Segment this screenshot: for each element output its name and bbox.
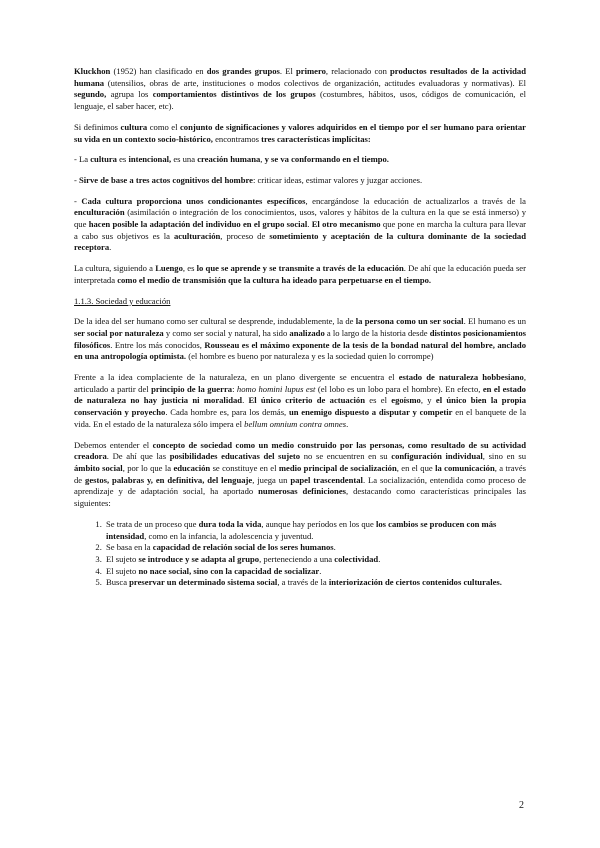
characteristics-list (74, 519, 526, 589)
paragraph-luengo: La cultura, siguiendo a Luengo, es lo que se aprende y se transmite a través de la educación. De ahí que la educación pueda ser interpretada como el medio de transmisión que la cultura ha ideado para perpetuarse en el tiempo. (74, 263, 526, 285)
paragraph-definicion-cultura: Si definimos cultura como el conjunto de significaciones y valores adquiridos en el tiempo por el ser humano para orientar su vida en un contexto socio-histórico, encontramos tres características implícitas: (74, 121, 526, 144)
paragraph-hobbes: Frente a la idea complaciente de la naturaleza, en un plano divergente se encuentra el estado de naturaleza hobbesiano, articulado a partir del principio de la guerra: homo homini lupus est (el lobo es un lobo para el hombre). En efecto, en el estado de naturaleza no hay justicia ni moralidad. El único criterio de actuación es el egoísmo, y el único bien la propia conservación y proyecho. Cada hombre es, para los demás, un enemigo dispuesto a disputar y competir en el banquete de la vida. En el estado de la naturaleza sólo impera el bellum omnium contra omnes. (74, 372, 527, 429)
list-item: 2. Se basa en la capacidad de relación social de los seres humanos. (104, 542, 526, 554)
paragraph-intencional: - La cultura es intencional, es una creación humana, y se va conformando en el tiempo. (74, 154, 389, 165)
list-item: 4. El sujeto no nace social, sino con la capacidad de socializar. (104, 566, 526, 578)
list-item: 3. El sujeto se introduce y se adapta al grupo, perteneciendo a una colectividad. (104, 554, 526, 566)
paragraph-kluckhon: Kluckhon (1952) han clasificado en dos grandes grupos. El primero, relacionado con productos resultados de la actividad humana (utensilios, obras de arte, instituciones o modos colectivos de organización, actitudes evaluadoras y normativas). El segundo, agrupa los comportamientos distintivos de los grupos (costumbres, hábitos, usos, códigos de comunicación, el lenguaje, el saber hacer, etc). (74, 66, 526, 112)
page-number: 2 (519, 800, 524, 811)
section-heading: 1.1.3. Sociedad y educación (74, 295, 171, 306)
list-item: 5. Busca preservar un determinado sistema social, a través de la interiorización de ciertos contenidos culturales. (104, 577, 526, 589)
list-item: 1. Se trata de un proceso que dura toda la vida, aunque hay períodos en los que los cambios se producen con más intensidad, como en la infancia, la adolescencia y juventud. (104, 519, 526, 542)
paragraph-sociedad: Debemos entender el concepto de sociedad como un medio construido por las personas, como resultado de su actividad creadora. De ahí que las posibilidades educativas del sujeto no se encuentren en su configuración individual, sino en su ámbito social, por lo que la educación se constituye en el medio principal de socialización, en el que la comunicación, a través de gestos, palabras y, en definitiva, del lenguaje, juega un papel trascendental. La socialización, entendida como proceso de aprendizaje y de adaptación social, ha aportado numerosas definiciones, destacando como características principales las siguientes: (74, 439, 526, 509)
paragraph-actos-cognitivos: - Sirve de base a tres actos cognitivos del hombre: criticar ideas, estimar valores y juzgar acciones. (74, 174, 423, 185)
document-page (74, 66, 526, 589)
paragraph-ser-social: De la idea del ser humano como ser cultural se desprende, indudablemente, la de la persona como un ser social. El humano es un ser social por naturaleza y como ser social y natural, ha sido analizado a lo largo de la historia desde distintos posicionamientos filosóficos. Entre los más conocidos, Rousseau es el máximo exponente de la tesis de la bondad natural del hombre, anclado en una antropología optimista. (el hombre es bueno por naturaleza y es la sociedad quien lo corrompe) (74, 316, 526, 362)
paragraph-condicionantes: - Cada cultura proporciona unos condicionantes específicos, encargándose la educación de actualizarlos a través de la enculturación (asimilación o integración de los conocimientos, usos, valores y hábitos de la cultura en la que se está inmerso) y que hacen posible la adaptación del individuo en el grupo social. El otro mecanismo que pone en marcha la cultura para llevar a cabo sus objetivos es la aculturación, proceso de sometimiento y aceptación de la cultura dominante de la sociedad receptora. (74, 195, 527, 253)
